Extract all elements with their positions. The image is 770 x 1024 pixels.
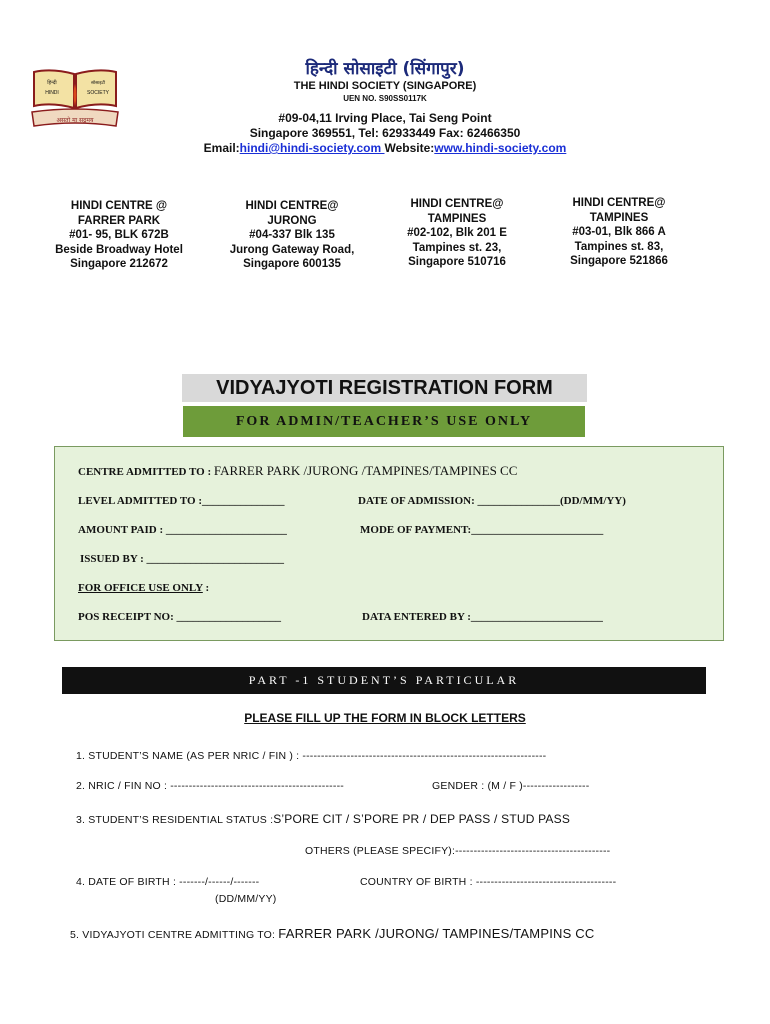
centre-line: JURONG <box>267 214 317 227</box>
centre-line: #01- 95, BLK 672B <box>69 229 169 241</box>
centre-line: Singapore 521866 <box>570 255 668 267</box>
centre-line: Jurong Gateway Road, <box>229 243 355 256</box>
date-of-birth-field[interactable]: 4. DATE OF BIRTH : -------/------/------- <box>76 876 260 888</box>
residential-status-options: S’PORE CIT / S’PORE PR / DEP PASS / STUD PASS <box>273 812 571 826</box>
residential-status-field[interactable] <box>76 812 570 826</box>
contact-line <box>0 141 770 155</box>
uen-number: UEN NO. S90SS0117K <box>343 94 427 103</box>
admin-use-banner: FOR ADMIN/TEACHER’S USE ONLY <box>183 406 585 437</box>
centre-line: HINDI CENTRE@ <box>572 197 666 209</box>
centre-line: Beside Broadway Hotel <box>55 243 183 256</box>
office-use-heading <box>78 582 209 594</box>
form-title: VIDYAJYOTI REGISTRATION FORM <box>182 374 587 402</box>
centre-admitted-field[interactable] <box>78 463 517 479</box>
address-line-1: #09-04,11 Irving Place, Tai Seng Point <box>278 111 492 125</box>
block-letters-instruction: PLEASE FILL UP THE FORM IN BLOCK LETTERS <box>244 711 526 725</box>
vidyajyoti-centre-field[interactable] <box>70 926 594 941</box>
centre-line: TAMPINES <box>427 212 487 225</box>
office-use-colon: : <box>202 582 210 594</box>
hindi-title: हिन्दी सोसाइटी (सिंगापुर) <box>305 59 465 79</box>
centre-line: Singapore 212672 <box>70 258 168 270</box>
residential-status-label: 3. STUDENT’S RESIDENTIAL STATUS : <box>76 814 274 826</box>
centre-admitted-label: CENTRE ADMITTED TO : <box>78 466 214 478</box>
office-use-label: FOR OFFICE USE ONLY <box>78 582 203 594</box>
gender-field[interactable]: GENDER : (M / F )------------------ <box>432 780 590 792</box>
centre-line: Tampines st. 83, <box>574 240 664 253</box>
website-label: Website: <box>384 141 435 155</box>
centre-admitted-options: FARRER PARK /JURONG /TAMPINES/TAMPINES CC <box>213 463 518 478</box>
residential-status-other-field[interactable]: OTHERS (PLEASE SPECIFY):------------------------------------------ <box>305 845 611 857</box>
logo-hindi-english-word: HINDI <box>45 90 59 96</box>
email-label: Email: <box>203 141 240 155</box>
vidyajyoti-centre-options: FARRER PARK /JURONG/ TAMPINES/TAMPINS CC <box>278 926 595 941</box>
centre-line: HINDI CENTRE @ <box>70 200 168 212</box>
centre-farrer-park <box>45 199 193 272</box>
centre-line: Singapore 600135 <box>243 258 341 270</box>
centre-line: Singapore 510716 <box>408 256 506 268</box>
address-line-2: Singapore 369551, Tel: 62933449 Fax: 62466350 <box>249 126 521 140</box>
issued-by-field[interactable]: ISSUED BY : _________________________ <box>80 553 285 565</box>
centre-line: HINDI CENTRE@ <box>245 200 339 212</box>
centre-line: #02-102, Blk 201 E <box>407 227 507 239</box>
country-of-birth-field[interactable]: COUNTRY OF BIRTH : -------------------------------------- <box>360 876 617 888</box>
amount-paid-field[interactable]: AMOUNT PAID : ______________________ <box>78 524 287 536</box>
logo-society-hindi-word: सोसाइटी <box>90 81 106 86</box>
centre-line: FARRER PARK <box>77 214 161 227</box>
vidyajyoti-centre-label: 5. VIDYAJYOTI CENTRE ADMITTING TO: <box>70 929 279 941</box>
centre-tampines-201e <box>383 197 531 270</box>
date-format-hint: (DD/MM/YY) <box>215 893 277 905</box>
email-link[interactable]: hindi@hindi-society.com <box>239 141 385 155</box>
mode-of-payment-field[interactable]: MODE OF PAYMENT:________________________ <box>360 524 604 536</box>
date-of-admission-field[interactable]: DATE OF ADMISSION: _______________(DD/MM/YY) <box>358 495 626 507</box>
centre-line: TAMPINES <box>589 211 649 224</box>
centre-tampines-866a <box>545 196 693 269</box>
centre-line: #04-337 Blk 135 <box>249 229 335 241</box>
centre-line: HINDI CENTRE@ <box>410 198 504 210</box>
logo-society-english-word: SOCIETY <box>87 90 109 96</box>
level-admitted-field[interactable]: LEVEL ADMITTED TO :_______________ <box>78 495 285 507</box>
org-name: THE HINDI SOCIETY (SINGAPORE) <box>293 80 477 92</box>
centre-line: #03-01, Blk 866 A <box>572 226 666 238</box>
nric-field[interactable]: 2. NRIC / FIN NO : ----------------------------------------------- <box>76 780 344 792</box>
part-1-header: PART -1 STUDENT’S PARTICULAR <box>62 667 706 694</box>
website-link[interactable]: www.hindi-society.com <box>434 141 567 155</box>
logo-motto: असतो मा सद्गमय <box>56 117 94 124</box>
logo-hindi-word: हिन्दी <box>47 80 57 86</box>
data-entered-by-field[interactable]: DATA ENTERED BY :________________________ <box>362 611 603 623</box>
pos-receipt-field[interactable]: POS RECEIPT NO: ___________________ <box>78 611 282 623</box>
centre-line: Tampines st. 23, <box>412 241 502 254</box>
student-name-field[interactable]: 1. STUDENT’S NAME (AS PER NRIC / FIN ) : ------------------------------------------------------------------ <box>76 750 547 762</box>
centre-jurong <box>218 199 366 272</box>
